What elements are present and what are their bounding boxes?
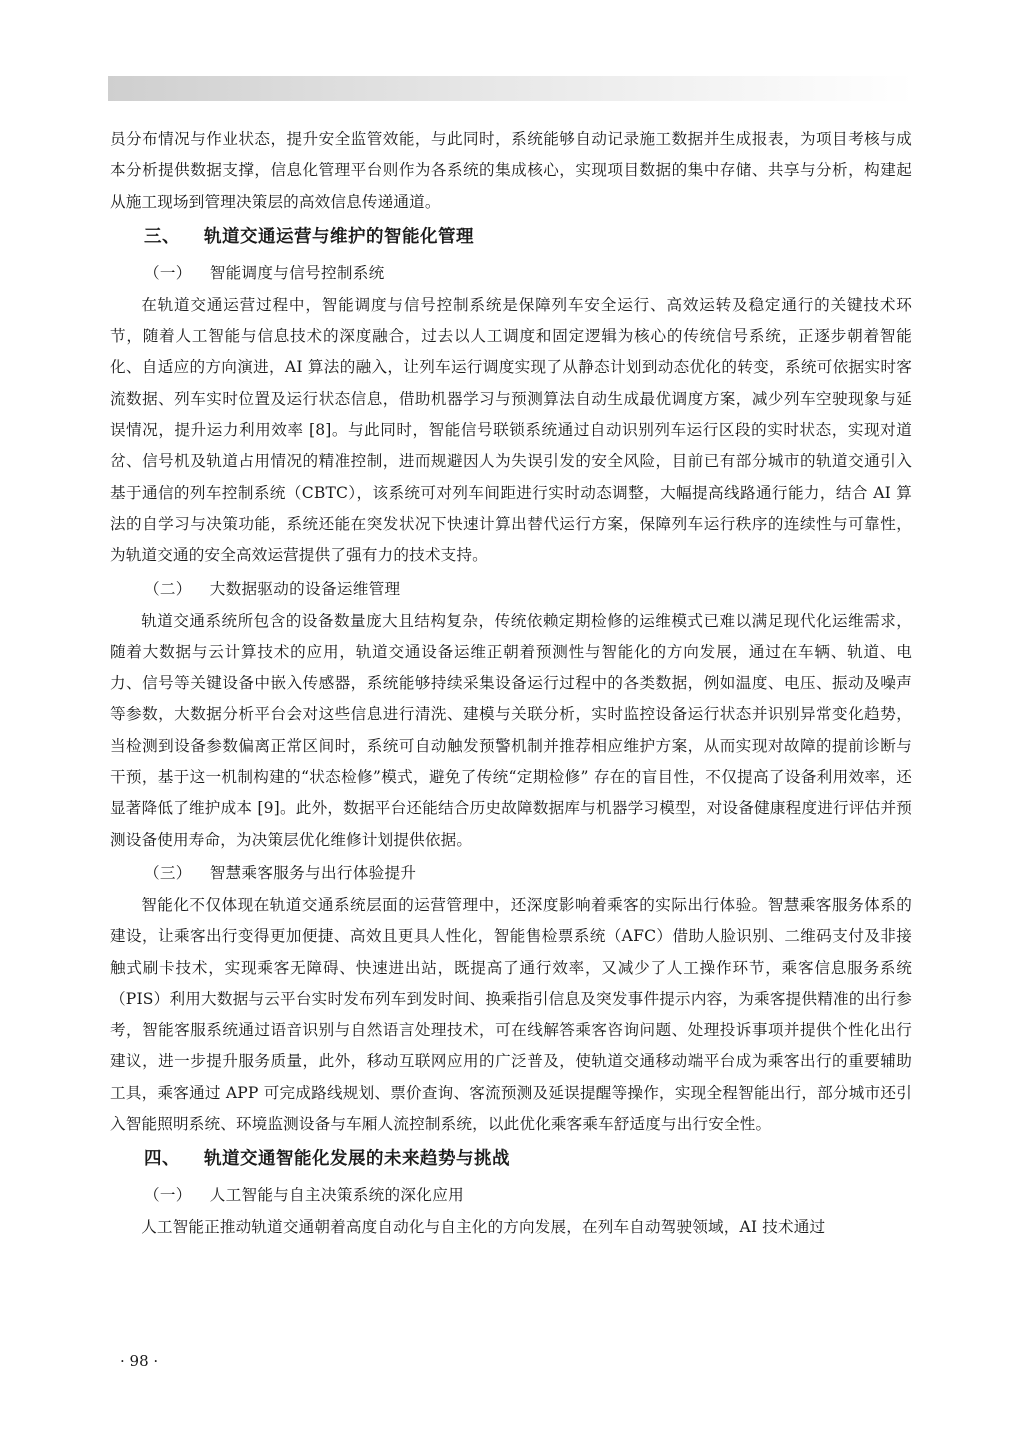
section-number: 四、 [144, 1149, 180, 1170]
section-heading-4 [110, 1140, 912, 1178]
section-heading-3 [110, 218, 912, 256]
body-paragraph: 智能化不仅体现在轨道交通系统层面的运营管理中，还深度影响着乘客的实际出行体验。智慧乘客服务体系的建设，让乘客出行变得更加便捷、高效且更具人性化，智能售检票系统（AFC）借助人脸识别、二维码支付及非接触式刷卡技术，实现乘客无障碍、快速进出站，既提高了通行效率，又减少了人工操作环节，乘客信息服务系统（PIS）利用大数据与云平台实时发布列车到发时间、换乘指引信息及突发事件提示内容，为乘客提供精准的出行参考，智能客服系统通过语音识别与自然语言处理技术，可在线解答乘客咨询问题、处理投诉事项并提供个性化出行建议，进一步提升服务质量，此外，移动互联网应用的广泛普及，使轨道交通移动端平台成为乘客出行的重要辅助工具，乘客通过 APP 可完成路线规划、票价查询、客流预测及延误提醒等操作，实现全程智能出行，部分城市还引入智能照明系统、环境监测设备与车厢人流控制系统，以此优化乘客乘车舒适度与出行安全性。 [110, 895, 912, 1134]
subsection-number: （一） [144, 1186, 192, 1205]
subsection-heading-3-3 [110, 856, 912, 890]
subsection-number: （二） [144, 579, 192, 598]
subsection-title: 大数据驱动的设备运维管理 [209, 579, 401, 598]
body-paragraph: 员分布情况与作业状态，提升安全监管效能，与此同时，系统能够自动记录施工数据并生成报表，为项目考核与成本分析提供数据支撑，信息化管理平台则作为各系统的集成核心，实现项目数据的集中存储、共享与分析，构建起从施工现场到管理决策层的高效信息传递通道。 [110, 130, 912, 211]
subsection-number: （一） [144, 263, 192, 282]
subsection-title: 智慧乘客服务与出行体验提升 [209, 863, 417, 882]
subsection-title: 智能调度与信号控制系统 [209, 263, 385, 282]
subsection-heading-3-1 [110, 256, 912, 290]
subsection-heading-3-2 [110, 572, 912, 606]
subsection-number: （三） [144, 863, 192, 882]
subsection-heading-4-1 [110, 1178, 912, 1212]
page-body [110, 124, 912, 1244]
running-header-bar [108, 76, 914, 101]
section-title: 轨道交通运营与维护的智能化管理 [204, 226, 474, 247]
body-paragraph: 轨道交通系统所包含的设备数量庞大且结构复杂，传统依赖定期检修的运维模式已难以满足现代化运维需求，随着大数据与云计算技术的应用，轨道交通设备运维正朝着预测性与智能化的方向发展，通过在车辆、轨道、电力、信号等关键设备中嵌入传感器，系统能够持续采集设备运行过程中的各类数据，例如温度、电压、振动及噪声等参数，大数据分析平台会对这些信息进行清洗、建模与关联分析，实时监控设备运行状态并识别异常变化趋势，当检测到设备参数偏离正常区间时，系统可自动触发预警机制并推荐相应维护方案，从而实现对故障的提前诊断与干预，基于这一机制构建的“状态检修”模式，避免了传统“定期检修” 存在的盲目性，不仅提高了设备利用效率，还显著降低了维护成本 [9]。此外，数据平台还能结合历史故障数据库与机器学习模型，对设备健康程度进行评估并预测设备使用寿命，为决策层优化维修计划提供依据。 [110, 611, 912, 849]
page-number: · 98 · [120, 1352, 159, 1370]
section-number: 三、 [144, 226, 180, 247]
section-title: 轨道交通智能化发展的未来趋势与挑战 [204, 1149, 510, 1170]
body-paragraph: 人工智能正推动轨道交通朝着高度自动化与自主化的方向发展，在列车自动驾驶领域，AI 技术通过 [141, 1218, 826, 1237]
subsection-title: 人工智能与自主决策系统的深化应用 [209, 1186, 464, 1205]
body-paragraph: 在轨道交通运营过程中，智能调度与信号控制系统是保障列车安全运行、高效运转及稳定通行的关键技术环节，随着人工智能与信息技术的深度融合，过去以人工调度和固定逻辑为核心的传统信号系统，正逐步朝着智能化、自适应的方向演进，AI 算法的融入，让列车运行调度实现了从静态计划到动态优化的转变，系统可依据实时客流数据、列车实时位置及运行状态信息，借助机器学习与预测算法自动生成最优调度方案，减少列车空驶现象与延误情况，提升运力利用效率 [8]。与此同时，智能信号联锁系统通过自动识别列车运行区段的实时状态，实现对道岔、信号机及轨道占用情况的精准控制，进而规避因人为失误引发的安全风险，目前已有部分城市的轨道交通引入基于通信的列车控制系统（CBTC），该系统可对列车间距进行实时动态调整，大幅提高线路通行能力，结合 AI 算法的自学习与决策功能，系统还能在突发状况下快速计算出替代运行方案，保障列车运行秩序的连续性与可靠性，为轨道交通的安全高效运营提供了强有力的技术支持。 [110, 295, 912, 565]
